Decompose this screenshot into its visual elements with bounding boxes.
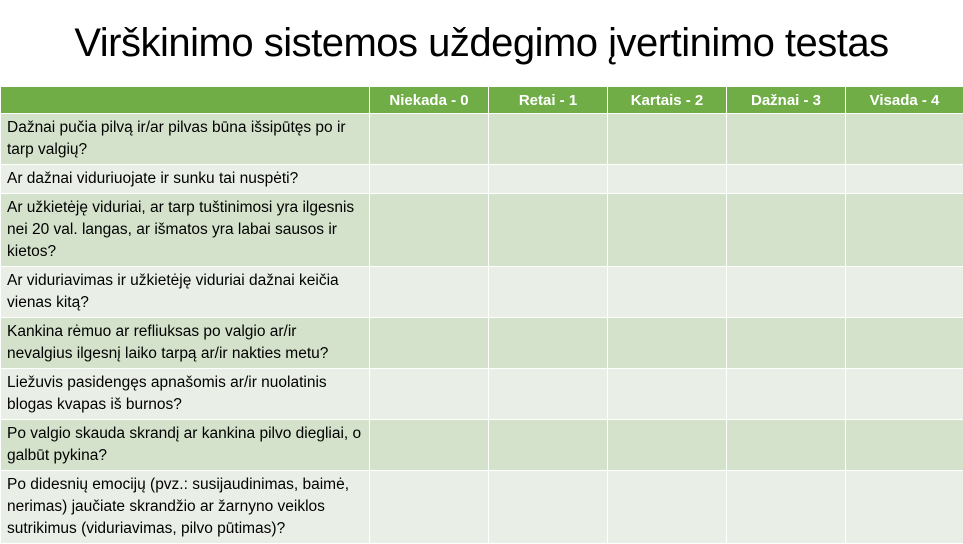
answer-cell-visada[interactable] xyxy=(846,114,963,165)
answer-cell-niekada[interactable] xyxy=(370,318,489,369)
question-cell: Po didesnių emocijų (pvz.: susijaudinimas, baimė, nerimas) jaučiate skrandžio ar žarnyno veiklos sutrikimus (viduriavimas, pilvo pūtimas)? xyxy=(1,471,370,544)
answer-cell-daznai[interactable] xyxy=(727,369,846,420)
answer-cell-niekada[interactable] xyxy=(370,369,489,420)
answer-cell-visada[interactable] xyxy=(846,471,963,544)
header-daznai: Dažnai - 3 xyxy=(727,87,846,114)
answer-cell-niekada[interactable] xyxy=(370,165,489,194)
answer-cell-retai[interactable] xyxy=(489,267,608,318)
answer-cell-daznai[interactable] xyxy=(727,318,846,369)
answer-cell-kartais[interactable] xyxy=(608,369,727,420)
answer-cell-kartais[interactable] xyxy=(608,420,727,471)
answer-cell-retai[interactable] xyxy=(489,114,608,165)
answer-cell-retai[interactable] xyxy=(489,194,608,267)
question-cell: Kankina rėmuo ar refliuksas po valgio ar/ir nevalgius ilgesnį laiko tarpą ar/ir nakties metu? xyxy=(1,318,370,369)
table-row xyxy=(1,420,963,471)
table-row xyxy=(1,165,963,194)
answer-cell-retai[interactable] xyxy=(489,471,608,544)
answer-cell-kartais[interactable] xyxy=(608,194,727,267)
answer-cell-daznai[interactable] xyxy=(727,267,846,318)
table-row xyxy=(1,194,963,267)
answer-cell-daznai[interactable] xyxy=(727,420,846,471)
questionnaire-table xyxy=(0,86,963,544)
answer-cell-kartais[interactable] xyxy=(608,471,727,544)
question-cell: Liežuvis pasidengęs apnašomis ar/ir nuolatinis blogas kvapas iš burnos? xyxy=(1,369,370,420)
table-row xyxy=(1,114,963,165)
answer-cell-visada[interactable] xyxy=(846,267,963,318)
answer-cell-visada[interactable] xyxy=(846,318,963,369)
header-row xyxy=(1,87,963,114)
answer-cell-kartais[interactable] xyxy=(608,114,727,165)
answer-cell-retai[interactable] xyxy=(489,318,608,369)
answer-cell-kartais[interactable] xyxy=(608,267,727,318)
answer-cell-retai[interactable] xyxy=(489,369,608,420)
answer-cell-niekada[interactable] xyxy=(370,194,489,267)
question-cell: Ar dažnai viduriuojate ir sunku tai nuspėti? xyxy=(1,165,370,194)
answer-cell-visada[interactable] xyxy=(846,420,963,471)
page-title: Virškinimo sistemos uždegimo įvertinimo testas xyxy=(0,0,963,86)
question-cell: Dažnai pučia pilvą ir/ar pilvas būna išsipūtęs po ir tarp valgių? xyxy=(1,114,370,165)
header-question xyxy=(1,87,370,114)
answer-cell-kartais[interactable] xyxy=(608,318,727,369)
table-row xyxy=(1,471,963,544)
question-cell: Po valgio skauda skrandį ar kankina pilvo diegliai, o galbūt pykina? xyxy=(1,420,370,471)
answer-cell-visada[interactable] xyxy=(846,165,963,194)
answer-cell-daznai[interactable] xyxy=(727,194,846,267)
answer-cell-daznai[interactable] xyxy=(727,114,846,165)
table-row xyxy=(1,318,963,369)
answer-cell-niekada[interactable] xyxy=(370,420,489,471)
question-cell: Ar viduriavimas ir užkietėję viduriai dažnai keičia vienas kitą? xyxy=(1,267,370,318)
question-cell: Ar užkietėję viduriai, ar tarp tuštinimosi yra ilgesnis nei 20 val. langas, ar išmatos yra labai sausos ir kietos? xyxy=(1,194,370,267)
answer-cell-retai[interactable] xyxy=(489,165,608,194)
answer-cell-niekada[interactable] xyxy=(370,114,489,165)
answer-cell-retai[interactable] xyxy=(489,420,608,471)
table-row xyxy=(1,267,963,318)
answer-cell-daznai[interactable] xyxy=(727,165,846,194)
header-niekada: Niekada - 0 xyxy=(370,87,489,114)
answer-cell-niekada[interactable] xyxy=(370,267,489,318)
answer-cell-niekada[interactable] xyxy=(370,471,489,544)
header-visada: Visada - 4 xyxy=(846,87,963,114)
answer-cell-kartais[interactable] xyxy=(608,165,727,194)
answer-cell-visada[interactable] xyxy=(846,369,963,420)
table-row xyxy=(1,369,963,420)
answer-cell-visada[interactable] xyxy=(846,194,963,267)
header-retai: Retai - 1 xyxy=(489,87,608,114)
answer-cell-daznai[interactable] xyxy=(727,471,846,544)
header-kartais: Kartais - 2 xyxy=(608,87,727,114)
